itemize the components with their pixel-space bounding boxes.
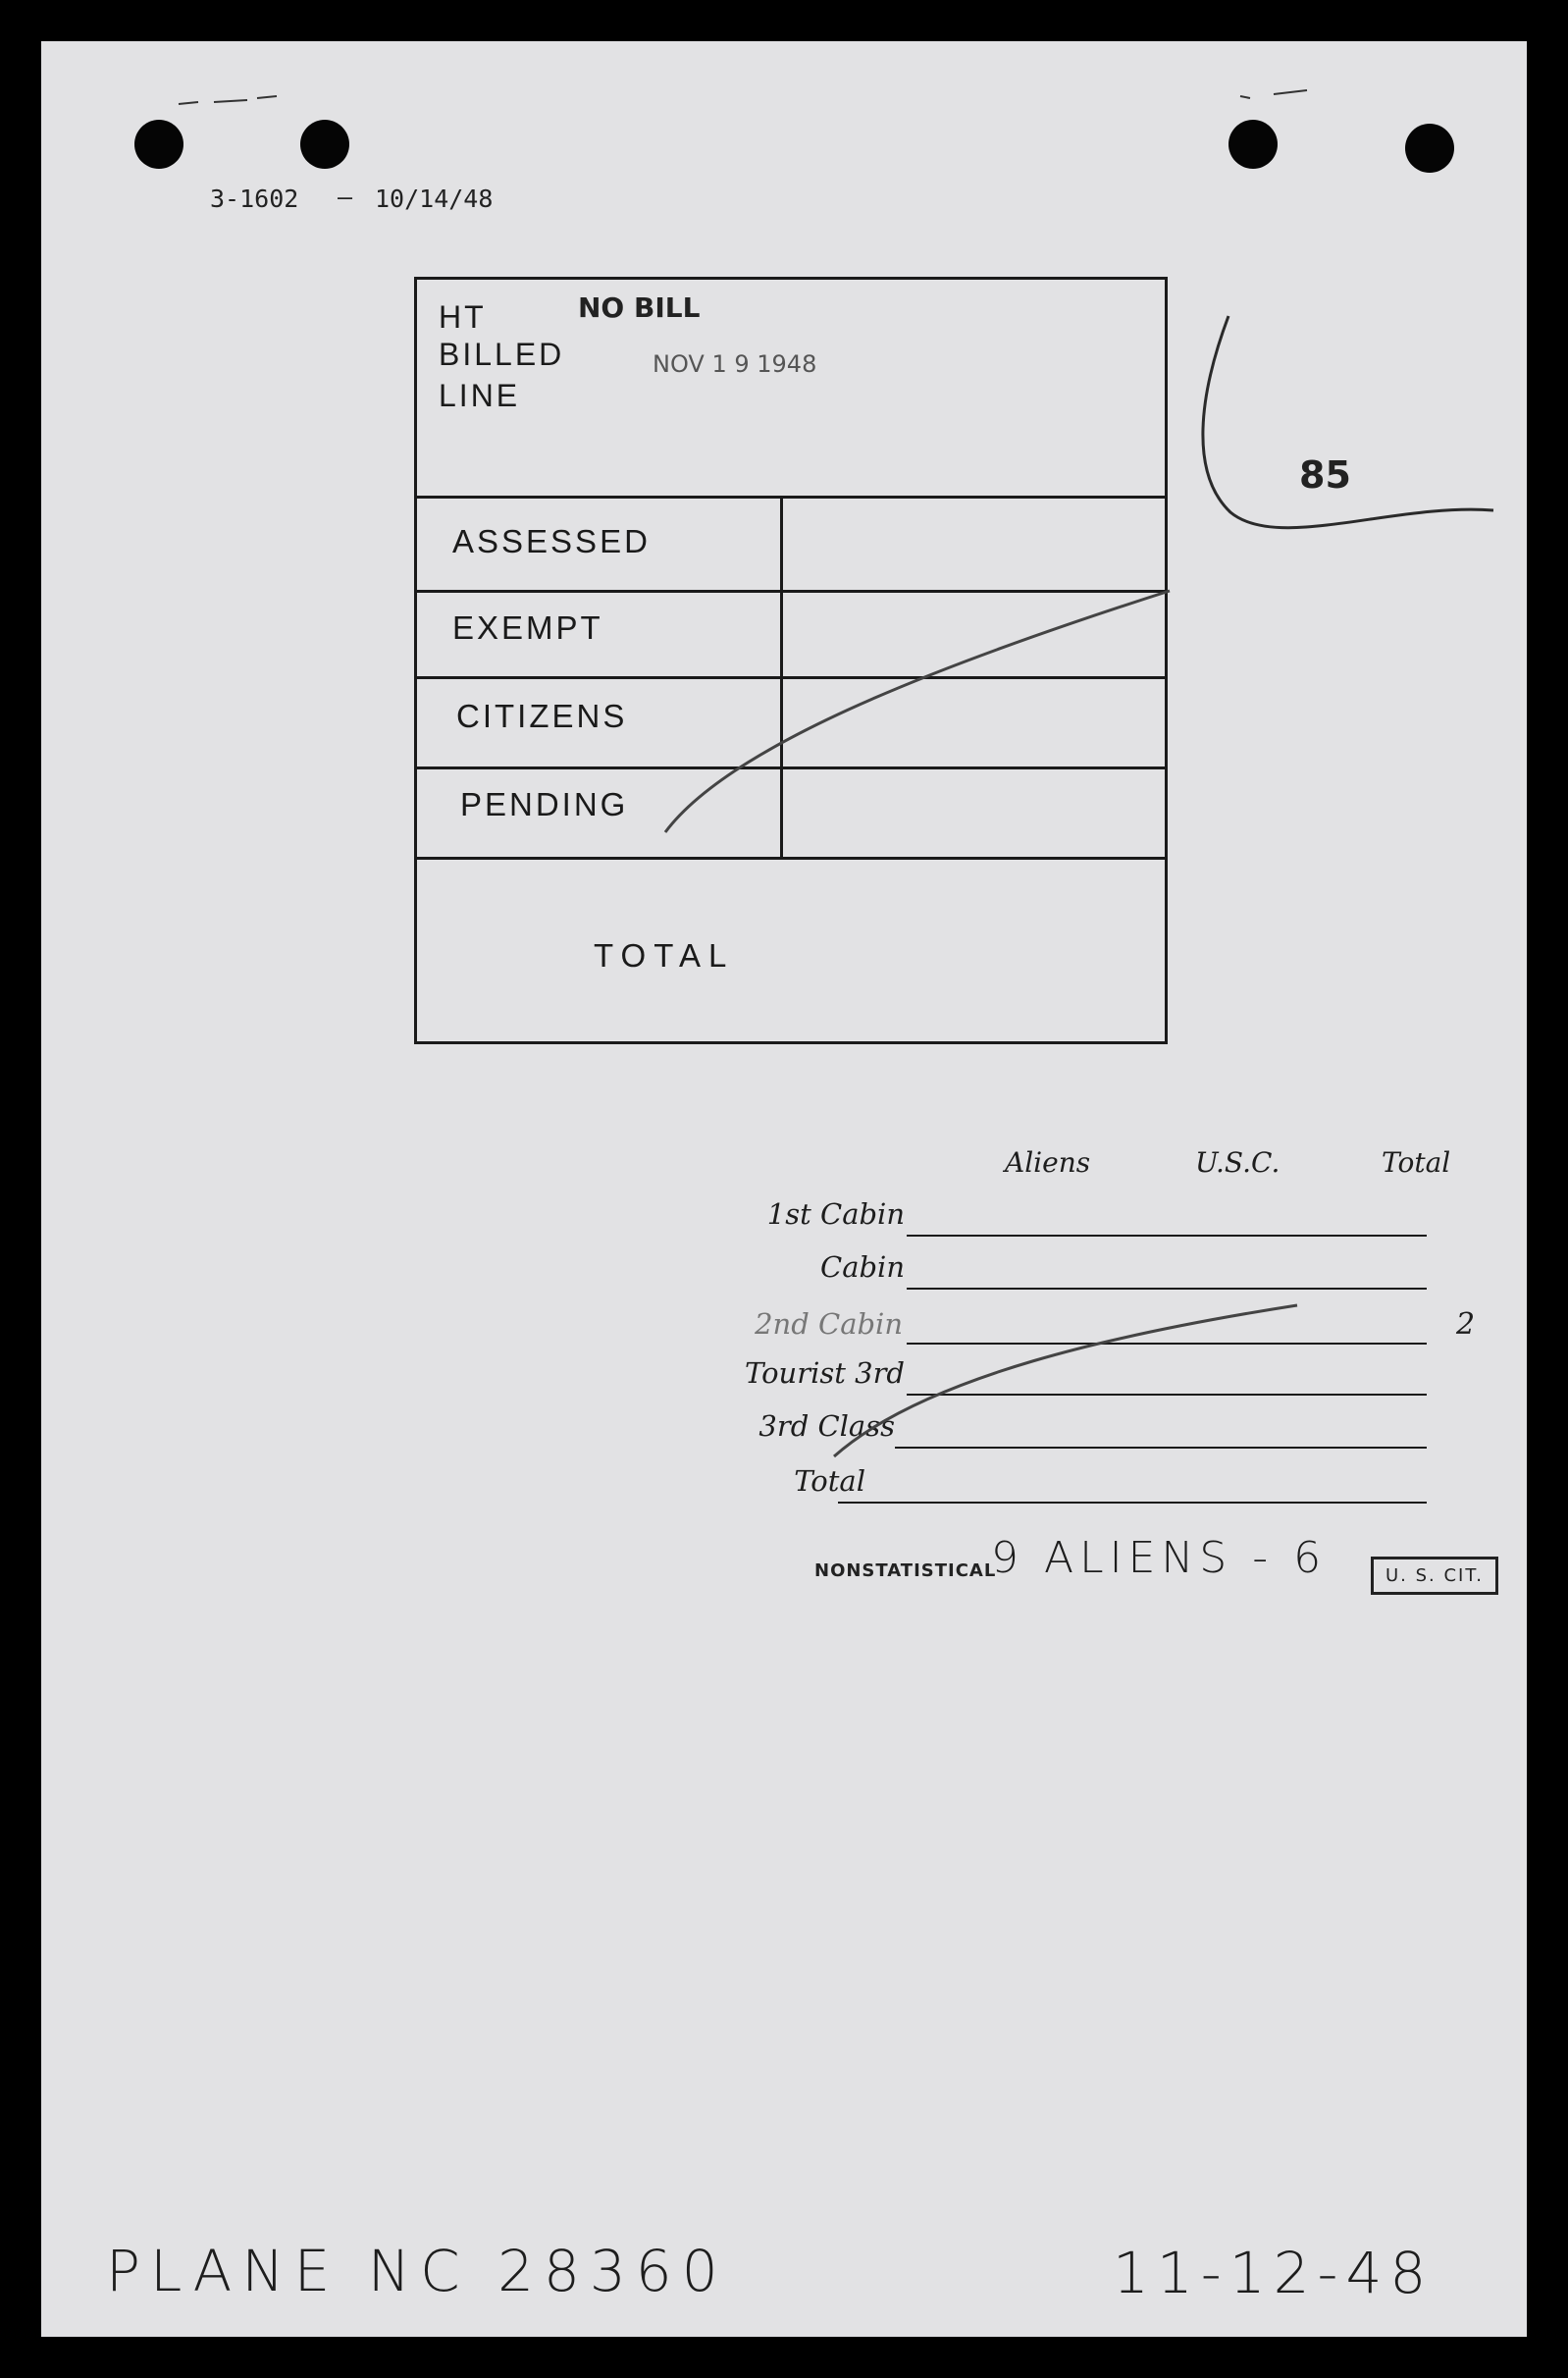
top-left-scribble [179,96,277,104]
form-slash-stroke [665,591,1170,832]
file-number: 3-1602 [210,185,299,213]
nonstatistical-note: 9 ALIENS - 6 [991,1533,1328,1583]
margin-number: 85 [1299,453,1351,497]
plane-note: PLANE NC 28360 [106,2238,728,2304]
cabin-row-second: 2nd Cabin [755,1307,903,1341]
us-citizen-stamp: U. S. CIT. [1371,1557,1498,1595]
cabin-row-first: 1st Cabin [766,1197,905,1231]
row-total: TOTAL [594,937,735,974]
footer-date: 11-12-48 [1113,2240,1435,2306]
cabin-row-total: Total [794,1464,865,1498]
cabin-slash-stroke [834,1305,1297,1456]
margin-bracket-stroke [1203,316,1493,528]
document-page [41,41,1527,2337]
row-pending: PENDING [460,786,629,822]
col-total: Total [1382,1146,1451,1179]
col-aliens: Aliens [1005,1146,1091,1179]
form-billed-label: BILLED [439,337,565,372]
pencil-strokes [41,41,1527,2337]
col-usc: U.S.C. [1195,1146,1281,1179]
cabin-row-tourist: Tourist 3rd [745,1356,905,1390]
header-date: 10/14/48 [375,185,494,213]
no-bill-stamp: NO BILL [578,291,701,324]
header-dash: — [338,183,353,211]
top-right-scribble [1240,90,1307,98]
date-stamp: NOV 1 9 1948 [653,350,817,378]
cabin-margin-mark: 2 [1456,1307,1476,1342]
row-assessed: ASSESSED [452,523,651,559]
form-line-label: LINE [439,378,521,413]
row-exempt: EXEMPT [452,609,603,646]
form-ht-label: HT [439,299,487,335]
row-citizens: CITIZENS [456,698,628,734]
cabin-row-cabin: Cabin [820,1250,905,1284]
nonstatistical-stamp: NONSTATISTICAL [814,1560,997,1581]
cabin-row-third: 3rd Class [758,1409,895,1443]
